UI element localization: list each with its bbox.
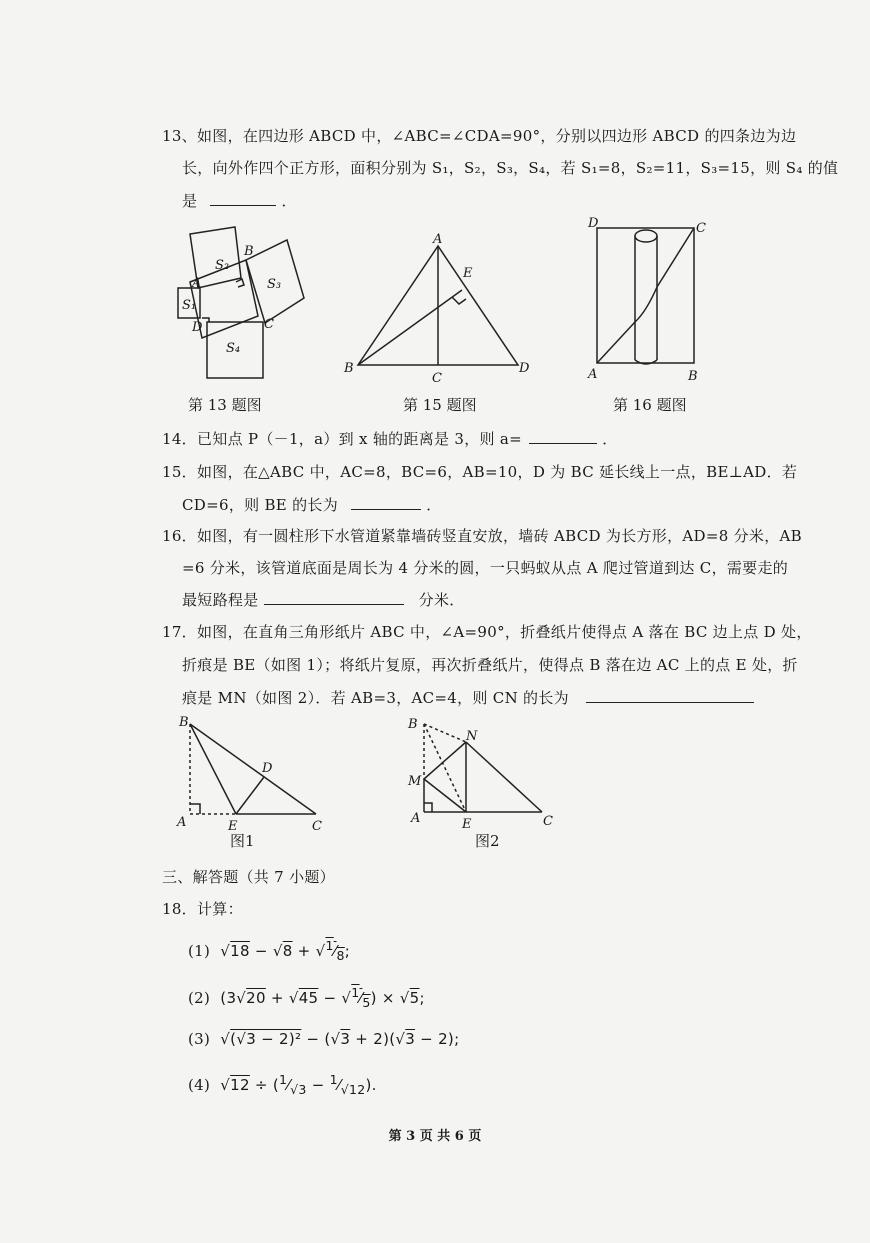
q15-line2-text: CD=6，则 BE 的长为 [182,496,339,514]
q18-part4 [188,1072,377,1097]
fig17b-n: N [466,729,478,744]
fig17b-a: A [411,811,421,826]
q13-end: ． [281,192,297,210]
q18-p2-label: (2) [188,989,211,1007]
fig15-b: B [344,361,354,376]
q18-title: 18．计算： [162,900,243,918]
q15-answer-blank [351,495,421,510]
q18-part2 [188,985,425,1010]
q14-text: 14．已知点 P（－1，a）到 x 轴的距离是 3，则 a= [162,430,523,448]
q16-answer-blank [264,590,404,605]
q16-line3 [182,589,465,610]
q13-line3-text: 是 [182,192,198,210]
q18-p2-expr: $(3√20 + √45 - √^1⁄_5) \times √5$; [215,985,425,1010]
q13-answer-blank [210,191,276,206]
fig17a-d: D [262,761,273,776]
caption-fig13: 第 13 题图 [188,396,262,414]
fig13-s4: S₄ [226,341,241,356]
fig17a-a: A [177,815,187,830]
q17-line3 [182,687,754,708]
q15-line2 [182,494,442,515]
fig17a-e: E [228,819,238,834]
caption-fig15: 第 15 题图 [403,396,477,414]
page-footer: 第 3 页 共 6 页 [388,1129,482,1144]
fig16-a: A [588,367,598,382]
q16-line1: 16．如图，有一圆柱形下水管道紧靠墙砖竖直安放，墙砖 ABCD 为长方形，AD=8 分米，AB [162,527,802,545]
caption-fig16: 第 16 题图 [613,396,687,414]
q15-end: ． [426,496,442,514]
q17-line2: 折痕是 BE（如图 1）；将纸片复原，再次折叠纸片，使得点 B 落在边 AC 上的点 E 处，折 [182,656,798,674]
caption-fig17-2: 图2 [475,832,500,850]
fig15-a: A [433,232,443,247]
fig16-d: D [588,216,599,231]
q14-answer-blank [529,429,597,444]
fig16-c: C [696,221,706,236]
section-3-heading: 三、解答题（共 7 小题） [162,868,335,886]
q18-p3-expr: √(√3 − 2)² − (√3 + 2)(√3 − 2); [215,1030,460,1048]
figure-16 [583,212,713,387]
figure-15 [340,230,535,385]
fig13-a: A [192,276,202,291]
q16-line3-text: 最短路程是 [182,591,259,609]
fig17a-c: C [312,819,322,834]
q17-line1: 17．如图，在直角三角形纸片 ABC 中，∠A=90°，折叠纸片使得点 A 落在 BC 边上点 D 处， [162,623,812,641]
q13-line1: 13、如图，在四边形 ABCD 中，∠ABC=∠CDA=90°，分别以四边形 ABCD 的四条边为边 [162,127,797,145]
q18-p4-label: (4) [188,1076,211,1094]
q18-p4-expr: $√12 \div (^1⁄_{√3}$ − $^1⁄_{√12}$). [215,1072,377,1097]
q13-line3 [182,190,297,211]
q16-end: 分米． [418,591,465,609]
fig17b-c: C [543,814,553,829]
fig17a-b: B [179,715,189,730]
fig13-s2: S₂ [215,258,230,273]
q18-p3-label: (3) [188,1030,211,1048]
q13-line2: 长，向外作四个正方形，面积分别为 S₁，S₂，S₃，S₄，若 S₁=8，S₂=11，S₃=15，则 S₄ 的值 [182,159,839,177]
q18-p1-label: (1) [188,942,211,960]
q14-end: ． [602,430,618,448]
q17-answer-blank [586,688,754,703]
q18-p1-expr: $√18 - √8 + √^1⁄_8$; [215,938,351,963]
fig13-d: D [192,320,203,335]
fig15-d: D [519,361,530,376]
q18-part1 [188,938,350,963]
q16-line2: =6 分米，该管道底面是周长为 4 分米的圆，一只蚂蚁从点 A 爬过管道到达 C，需要走的 [182,559,789,577]
fig17b-e: E [462,817,472,832]
q18-part3 [188,1030,459,1048]
caption-fig17-1: 图1 [230,832,255,850]
fig17b-b: B [408,717,418,732]
fig15-e: E [463,266,473,281]
fig13-b: B [244,244,254,259]
fig13-c: C [264,317,274,332]
q15-line1: 15．如图，在△ABC 中，AC=8，BC=6，AB=10，D 为 BC 延长线上一点，BE⊥AD．若 [162,463,798,481]
q17-line3-text: 痕是 MN（如图 2）．若 AB=3，AC=4，则 CN 的长为 [182,689,569,707]
fig13-s3: S₃ [267,277,282,292]
fig16-b: B [688,369,698,384]
fig15-c: C [432,371,442,385]
figure-13 [170,225,310,385]
q14-line [162,428,618,449]
fig13-s1: S₁ [182,298,197,313]
fig17b-m: M [408,774,422,789]
